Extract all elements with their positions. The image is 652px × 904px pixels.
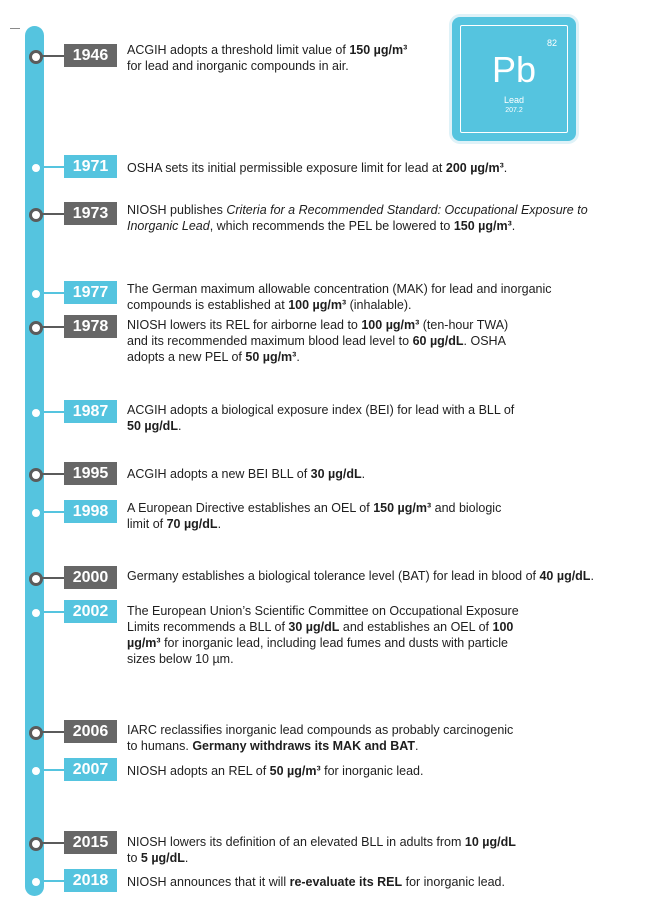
timeline-connector-2000 [42,577,64,579]
description-text: . [184,851,189,865]
timeline-connector-1946 [42,55,64,57]
description-text: NIOSH publishes [127,203,227,217]
description-text: A European Directive establishes an OEL of [127,501,374,515]
year-badge-2007: 2007 [64,758,117,781]
description-text: for inorganic lead. [320,764,424,778]
emphasis-value: 150 µg/m³ [373,501,432,515]
description-text: . [503,161,508,175]
element-atomic-weight: 207.2 [505,107,523,114]
timeline-marker-1998 [29,506,43,520]
description-text: to [127,851,141,865]
emphasis-value: 5 µg/dL [140,851,185,865]
description-text: ACGIH adopts a new BEI BLL of [127,467,311,481]
event-description-1971 [127,160,507,176]
timeline-connector-2007 [42,769,64,771]
emphasis-value: 150 µg/m³ [349,43,408,57]
description-text: . [511,219,516,233]
emphasis-value: 30 µg/dL [288,620,340,634]
description-text: for inorganic lead, including lead fumes and dusts with particle sizes below 10 µm. [127,636,509,666]
description-text: . [217,517,222,531]
event-description-1995 [127,466,365,482]
timeline-marker-1995 [29,468,43,482]
timeline-marker-2002 [29,606,43,620]
timeline-connector-2006 [42,731,64,733]
timeline-connector-1973 [42,213,64,215]
year-badge-1978: 1978 [64,315,117,338]
event-description-1987 [127,402,514,434]
element-tile-frame [460,25,568,133]
emphasis-value: 100 µg/m³ [288,298,347,312]
year-badge-1973: 1973 [64,202,117,225]
timeline-connector-1998 [42,511,64,513]
event-description-2002 [127,603,519,667]
emphasis-value: 70 µg/dL [166,517,218,531]
description-text: ACGIH adopts a biological exposure index (BEI) for lead with a BLL of [127,403,515,417]
event-description-1946 [127,42,407,74]
publication-title: Criteria for a Recommended Standard: Occupational Exposure to Inorganic Lead [127,203,588,233]
top-stub-line [10,28,20,29]
description-text: and biologic limit of [127,501,502,531]
year-badge-2018: 2018 [64,869,117,892]
emphasis-value: re-evaluate its REL [289,875,403,889]
timeline-connector-2015 [42,842,64,844]
timeline-marker-2000 [29,572,43,586]
year-badge-1998: 1998 [64,500,117,523]
event-description-1977 [127,281,552,313]
event-description-2007 [127,763,423,779]
description-text: for inorganic lead. [402,875,505,889]
description-text: (inhalable). [346,298,412,312]
emphasis-value: 60 µg/dL [412,334,464,348]
year-badge-2000: 2000 [64,566,117,589]
timeline-marker-1971 [29,161,43,175]
description-text: for lead and inorganic compounds in air. [127,59,349,73]
description-text: . OSHA adopts a new PEL of [127,334,506,364]
timeline-marker-1973 [29,208,43,222]
element-symbol: Pb [491,49,537,90]
timeline-marker-1978 [29,321,43,335]
element-name: Lead [503,95,525,105]
timeline-connector-1995 [42,473,64,475]
description-text: (ten-hour TWA) and its recommended maximum blood lead level to [127,318,509,348]
timeline-connector-2018 [42,880,64,882]
event-description-1998 [127,500,501,532]
timeline-connector-1978 [42,326,64,328]
event-description-1973 [127,202,588,234]
emphasis-value: Germany withdraws its MAK and BAT [192,739,416,753]
event-description-2018 [127,874,505,890]
event-description-2015 [127,834,516,866]
year-badge-2006: 2006 [64,720,117,743]
event-description-1978 [127,317,508,365]
description-text: , which recommends the PEL be lowered to [209,219,454,233]
timeline-connector-1987 [42,411,64,413]
emphasis-value: 30 µg/dL [310,467,362,481]
year-badge-1977: 1977 [64,281,117,304]
description-text: NIOSH lowers its definition of an elevated BLL in adults from [127,835,465,849]
year-badge-1987: 1987 [64,400,117,423]
description-text: . [415,739,419,753]
timeline-marker-1987 [29,406,43,420]
description-text: NIOSH announces that it will [127,875,290,889]
description-text: . [590,569,594,583]
description-text: . [361,467,366,481]
timeline-connector-1977 [42,292,64,294]
emphasis-value: 100 µg/m³ [127,620,514,650]
description-text: The European Union’s Scientific Committee on Occupational Exposure Limits recommends a BLL of [127,604,519,634]
year-badge-2002: 2002 [64,600,117,623]
element-atomic-number: 82 [546,38,557,48]
element-tile-lead [452,17,576,141]
emphasis-value: 50 µg/dL [127,419,178,433]
description-text: . [177,419,182,433]
timeline-marker-1946 [29,50,43,64]
event-description-2006 [127,722,513,754]
timeline-marker-2007 [29,764,43,778]
event-description-2000 [127,568,594,584]
description-text: NIOSH adopts an REL of [127,764,270,778]
description-text: OSHA sets its initial permissible exposure limit for lead at [127,161,446,175]
timeline-marker-2018 [29,875,43,889]
description-text: and establishes an OEL of [339,620,493,634]
emphasis-value: 40 µg/dL [539,569,591,583]
timeline-connector-2002 [42,611,64,613]
year-badge-1946: 1946 [64,44,117,67]
year-badge-2015: 2015 [64,831,117,854]
emphasis-value: 150 µg/m³ [453,219,512,233]
year-badge-1971: 1971 [64,155,117,178]
timeline-marker-2006 [29,726,43,740]
description-text: The German maximum allowable concentration (MAK) for lead and inorganic compounds is established at [127,282,552,312]
emphasis-value: 100 µg/m³ [361,318,420,332]
description-text: . [296,350,300,364]
emphasis-value: 200 µg/m³ [445,161,504,175]
description-text: IARC reclassifies inorganic lead compounds as probably carcinogenic to humans. [127,723,514,753]
description-text: ACGIH adopts a threshold limit value of [127,43,350,57]
timeline-connector-1971 [42,166,64,168]
emphasis-value: 50 µg/m³ [269,764,321,778]
emphasis-value: 50 µg/m³ [245,350,297,364]
description-text: NIOSH lowers its REL for airborne lead to [127,318,362,332]
emphasis-value: 10 µg/dL [464,835,516,849]
timeline-marker-2015 [29,837,43,851]
year-badge-1995: 1995 [64,462,117,485]
description-text: Germany establishes a biological tolerance level (BAT) for lead in blood of [127,569,540,583]
timeline-marker-1977 [29,287,43,301]
